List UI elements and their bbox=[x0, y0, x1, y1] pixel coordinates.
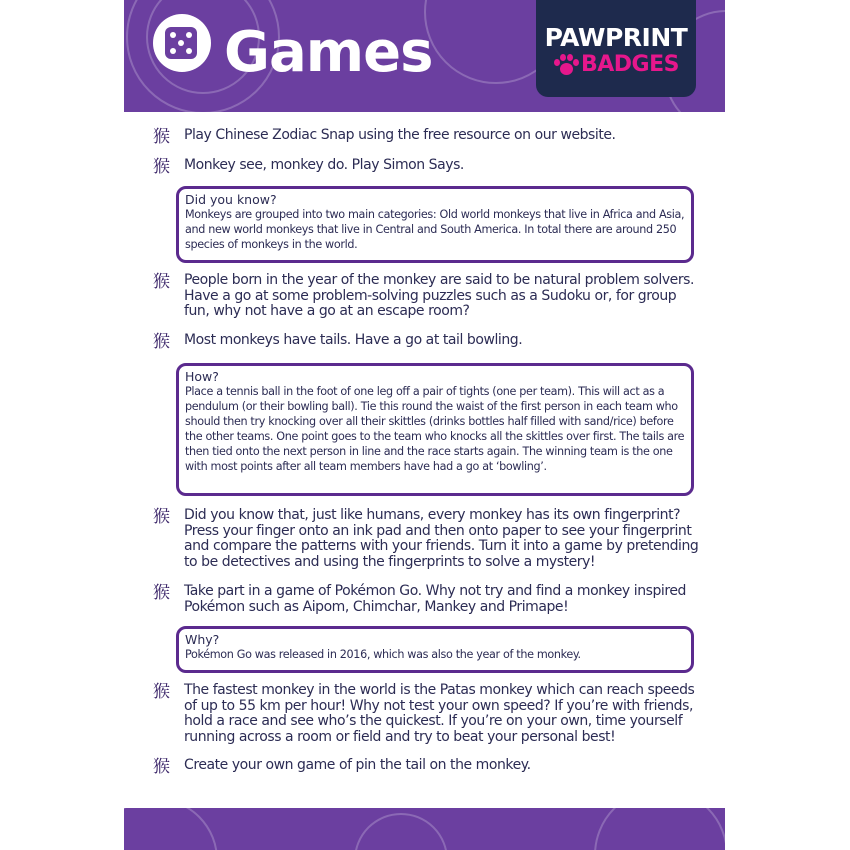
pawprint-badges-logo bbox=[536, 0, 696, 97]
page-title: Games bbox=[224, 20, 433, 85]
why-box bbox=[176, 626, 694, 673]
logo-line-1: PAWPRINT bbox=[544, 23, 688, 52]
footer-banner bbox=[124, 808, 725, 850]
fan-decoration bbox=[124, 808, 218, 850]
list-item-text: Monkey see, monkey do. Play Simon Says. bbox=[184, 157, 464, 173]
document-page bbox=[124, 0, 725, 850]
monkey-character-bullet: 猴 bbox=[153, 157, 170, 177]
list-item-text: People born in the year of the monkey are said to be natural problem solvers. Have a go at some problem-solving puzzles such as a Sudoku or, for group fun, why not have a go at an escape room? bbox=[184, 272, 694, 319]
monkey-character-bullet: 猴 bbox=[153, 507, 170, 527]
list-item-text: Take part in a game of Pokémon Go. Why not try and find a monkey inspired Pokémon such as Aipom, Chimchar, Mankey and Primape! bbox=[184, 583, 686, 615]
header-banner bbox=[124, 0, 725, 112]
list-item-text: The fastest monkey in the world is the Patas monkey which can reach speeds of up to 55 km per hour! Why not test your own speed? If you’re with friends, hold a race and see who’s the quickest. If you’re on your own, time yourself running across a room or field and try to beat your personal best! bbox=[184, 682, 695, 745]
monkey-character-bullet: 猴 bbox=[153, 757, 170, 777]
paw-icon bbox=[553, 54, 579, 76]
logo-line-2: BADGES bbox=[581, 52, 679, 77]
box-title: Why? bbox=[185, 632, 220, 647]
did-you-know-box bbox=[176, 186, 694, 263]
box-body: Pokémon Go was released in 2016, which was also the year of the monkey. bbox=[185, 648, 581, 661]
box-body: Place a tennis ball in the foot of one leg off a pair of tights (one per team). This will act as a pendulum (or their bowling ball). Tie this round the waist of the first person in each team who should then try knocking over all their skittles (drinks bottles half filled with sand/rice) before the other teams. One point goes to the team who knocks all the skittles over first. The tails are then tied onto the next person in line and the race starts again. The winning team is the one with most points after all team members have had a go at ‘bowling’. bbox=[185, 385, 685, 473]
box-title: How? bbox=[185, 369, 219, 384]
list-item-text: Did you know that, just like humans, every monkey has its own fingerprint? Press your finger onto an ink pad and then onto paper to see your fingerprint and compare the patterns with your friends. Turn it into a game by pretending to be detectives and using the fingerprints to solve a mystery! bbox=[184, 507, 699, 570]
monkey-character-bullet: 猴 bbox=[153, 127, 170, 147]
monkey-character-bullet: 猴 bbox=[153, 682, 170, 702]
how-box bbox=[176, 363, 694, 496]
monkey-character-bullet: 猴 bbox=[153, 332, 170, 352]
origami-decoration bbox=[354, 813, 448, 850]
list-item-text: Play Chinese Zodiac Snap using the free resource on our website. bbox=[184, 127, 616, 143]
dice-icon bbox=[165, 27, 197, 59]
monkey-character-bullet: 猴 bbox=[153, 583, 170, 603]
box-body: Monkeys are grouped into two main categories: Old world monkeys that live in Africa and Asia, and new world monkeys that live in Central and South America. In total there are around 250 species of monkeys in the world. bbox=[185, 208, 685, 251]
monkey-character-bullet: 猴 bbox=[153, 272, 170, 292]
list-item-text: Most monkeys have tails. Have a go at tail bowling. bbox=[184, 332, 523, 348]
lantern-decoration bbox=[594, 808, 725, 850]
list-item-text: Create your own game of pin the tail on the monkey. bbox=[184, 757, 531, 773]
box-title: Did you know? bbox=[185, 192, 277, 207]
